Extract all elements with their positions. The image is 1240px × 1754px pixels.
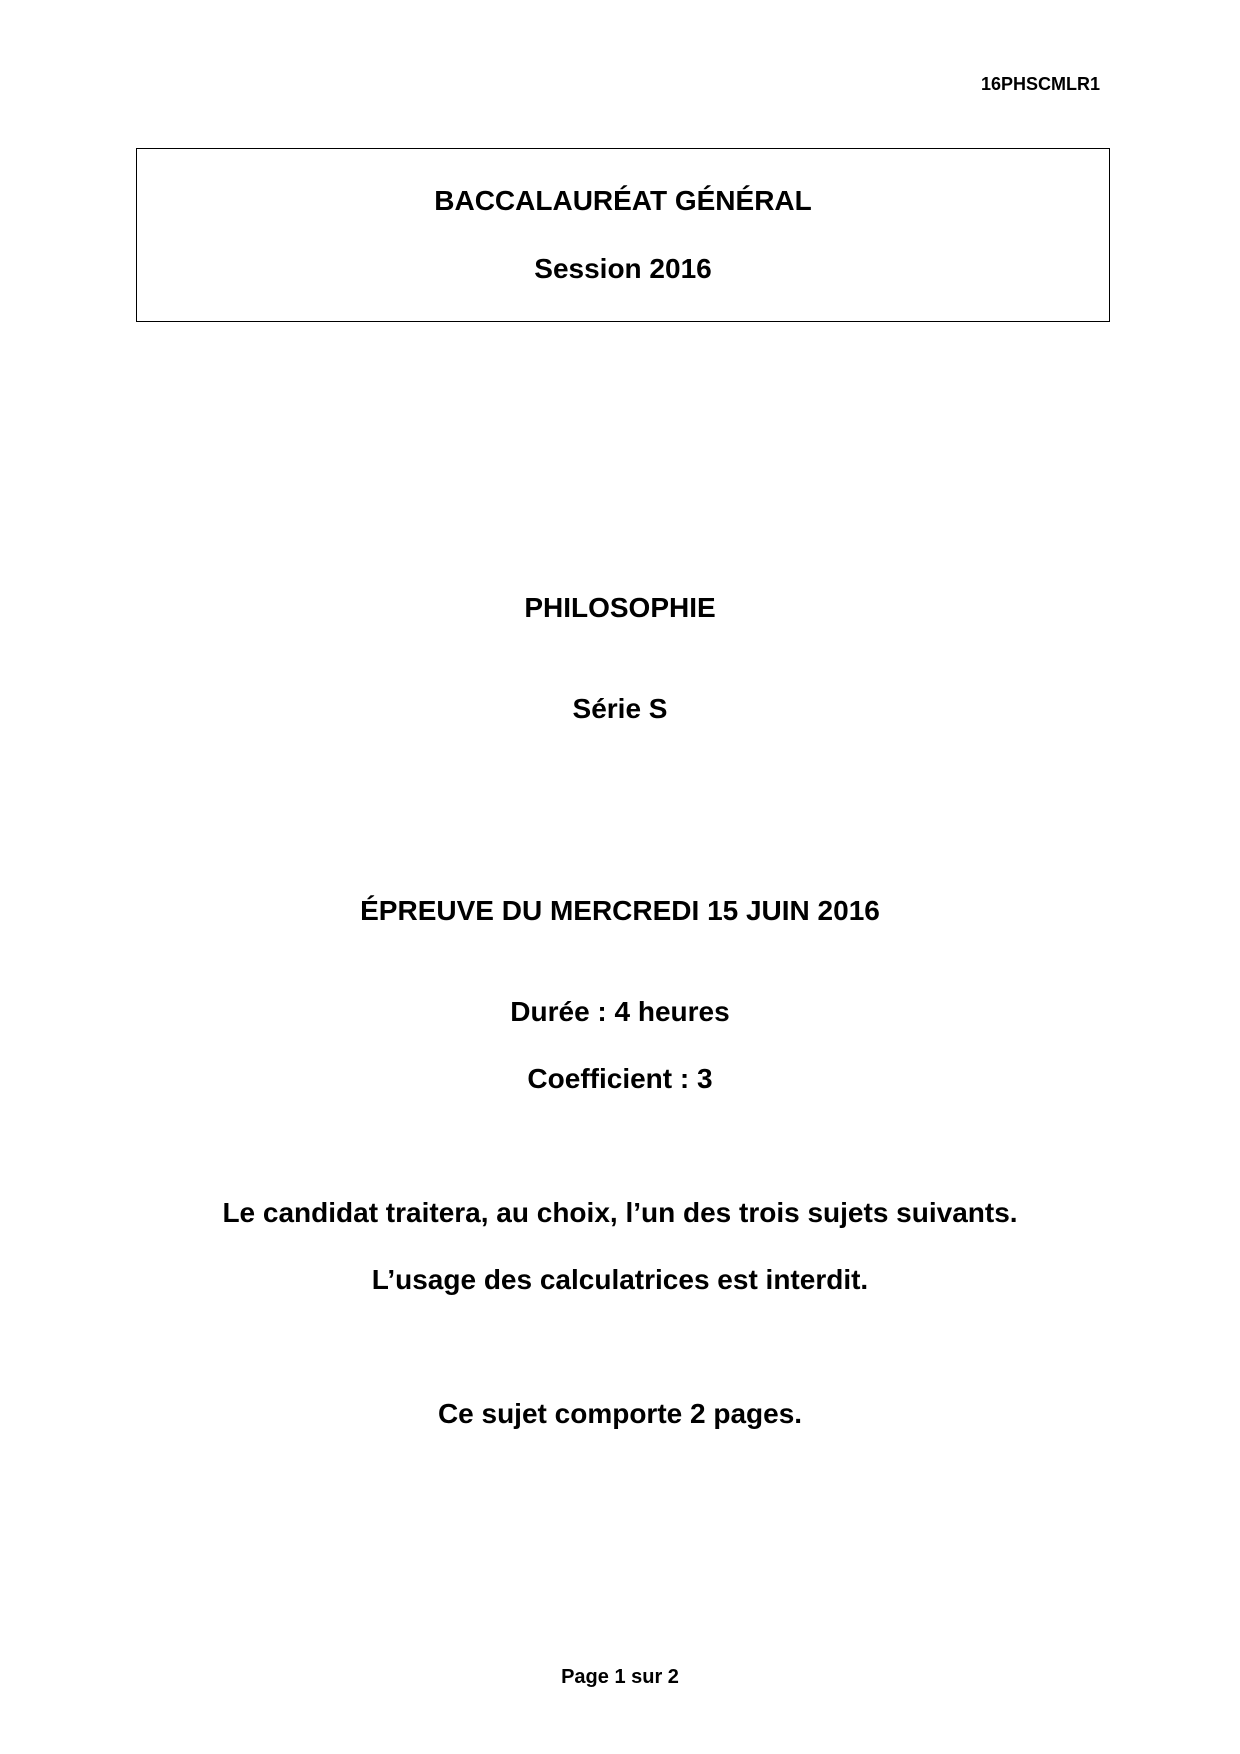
instruction-pages: Ce sujet comporte 2 pages. <box>437 1398 803 1429</box>
document-code: 16PHSCMLR1 <box>980 74 1100 94</box>
instruction-choice: Le candidat traitera, au choix, l’un des trois sujets suivants. <box>222 1197 1018 1228</box>
instruction-calculators: L’usage des calculatrices est interdit. <box>371 1264 869 1295</box>
exam-coefficient: Coefficient : 3 <box>527 1063 713 1094</box>
series-label: Série S <box>572 693 668 724</box>
title-box <box>136 148 1110 322</box>
exam-duration: Durée : 4 heures <box>510 996 730 1027</box>
exam-date: ÉPREUVE DU MERCREDI 15 JUIN 2016 <box>360 895 880 926</box>
exam-title: BACCALAURÉAT GÉNÉRAL <box>434 185 812 216</box>
page-number: Page 1 sur 2 <box>561 1666 679 1688</box>
session-title: Session 2016 <box>534 253 712 284</box>
subject-name: PHILOSOPHIE <box>524 592 716 623</box>
